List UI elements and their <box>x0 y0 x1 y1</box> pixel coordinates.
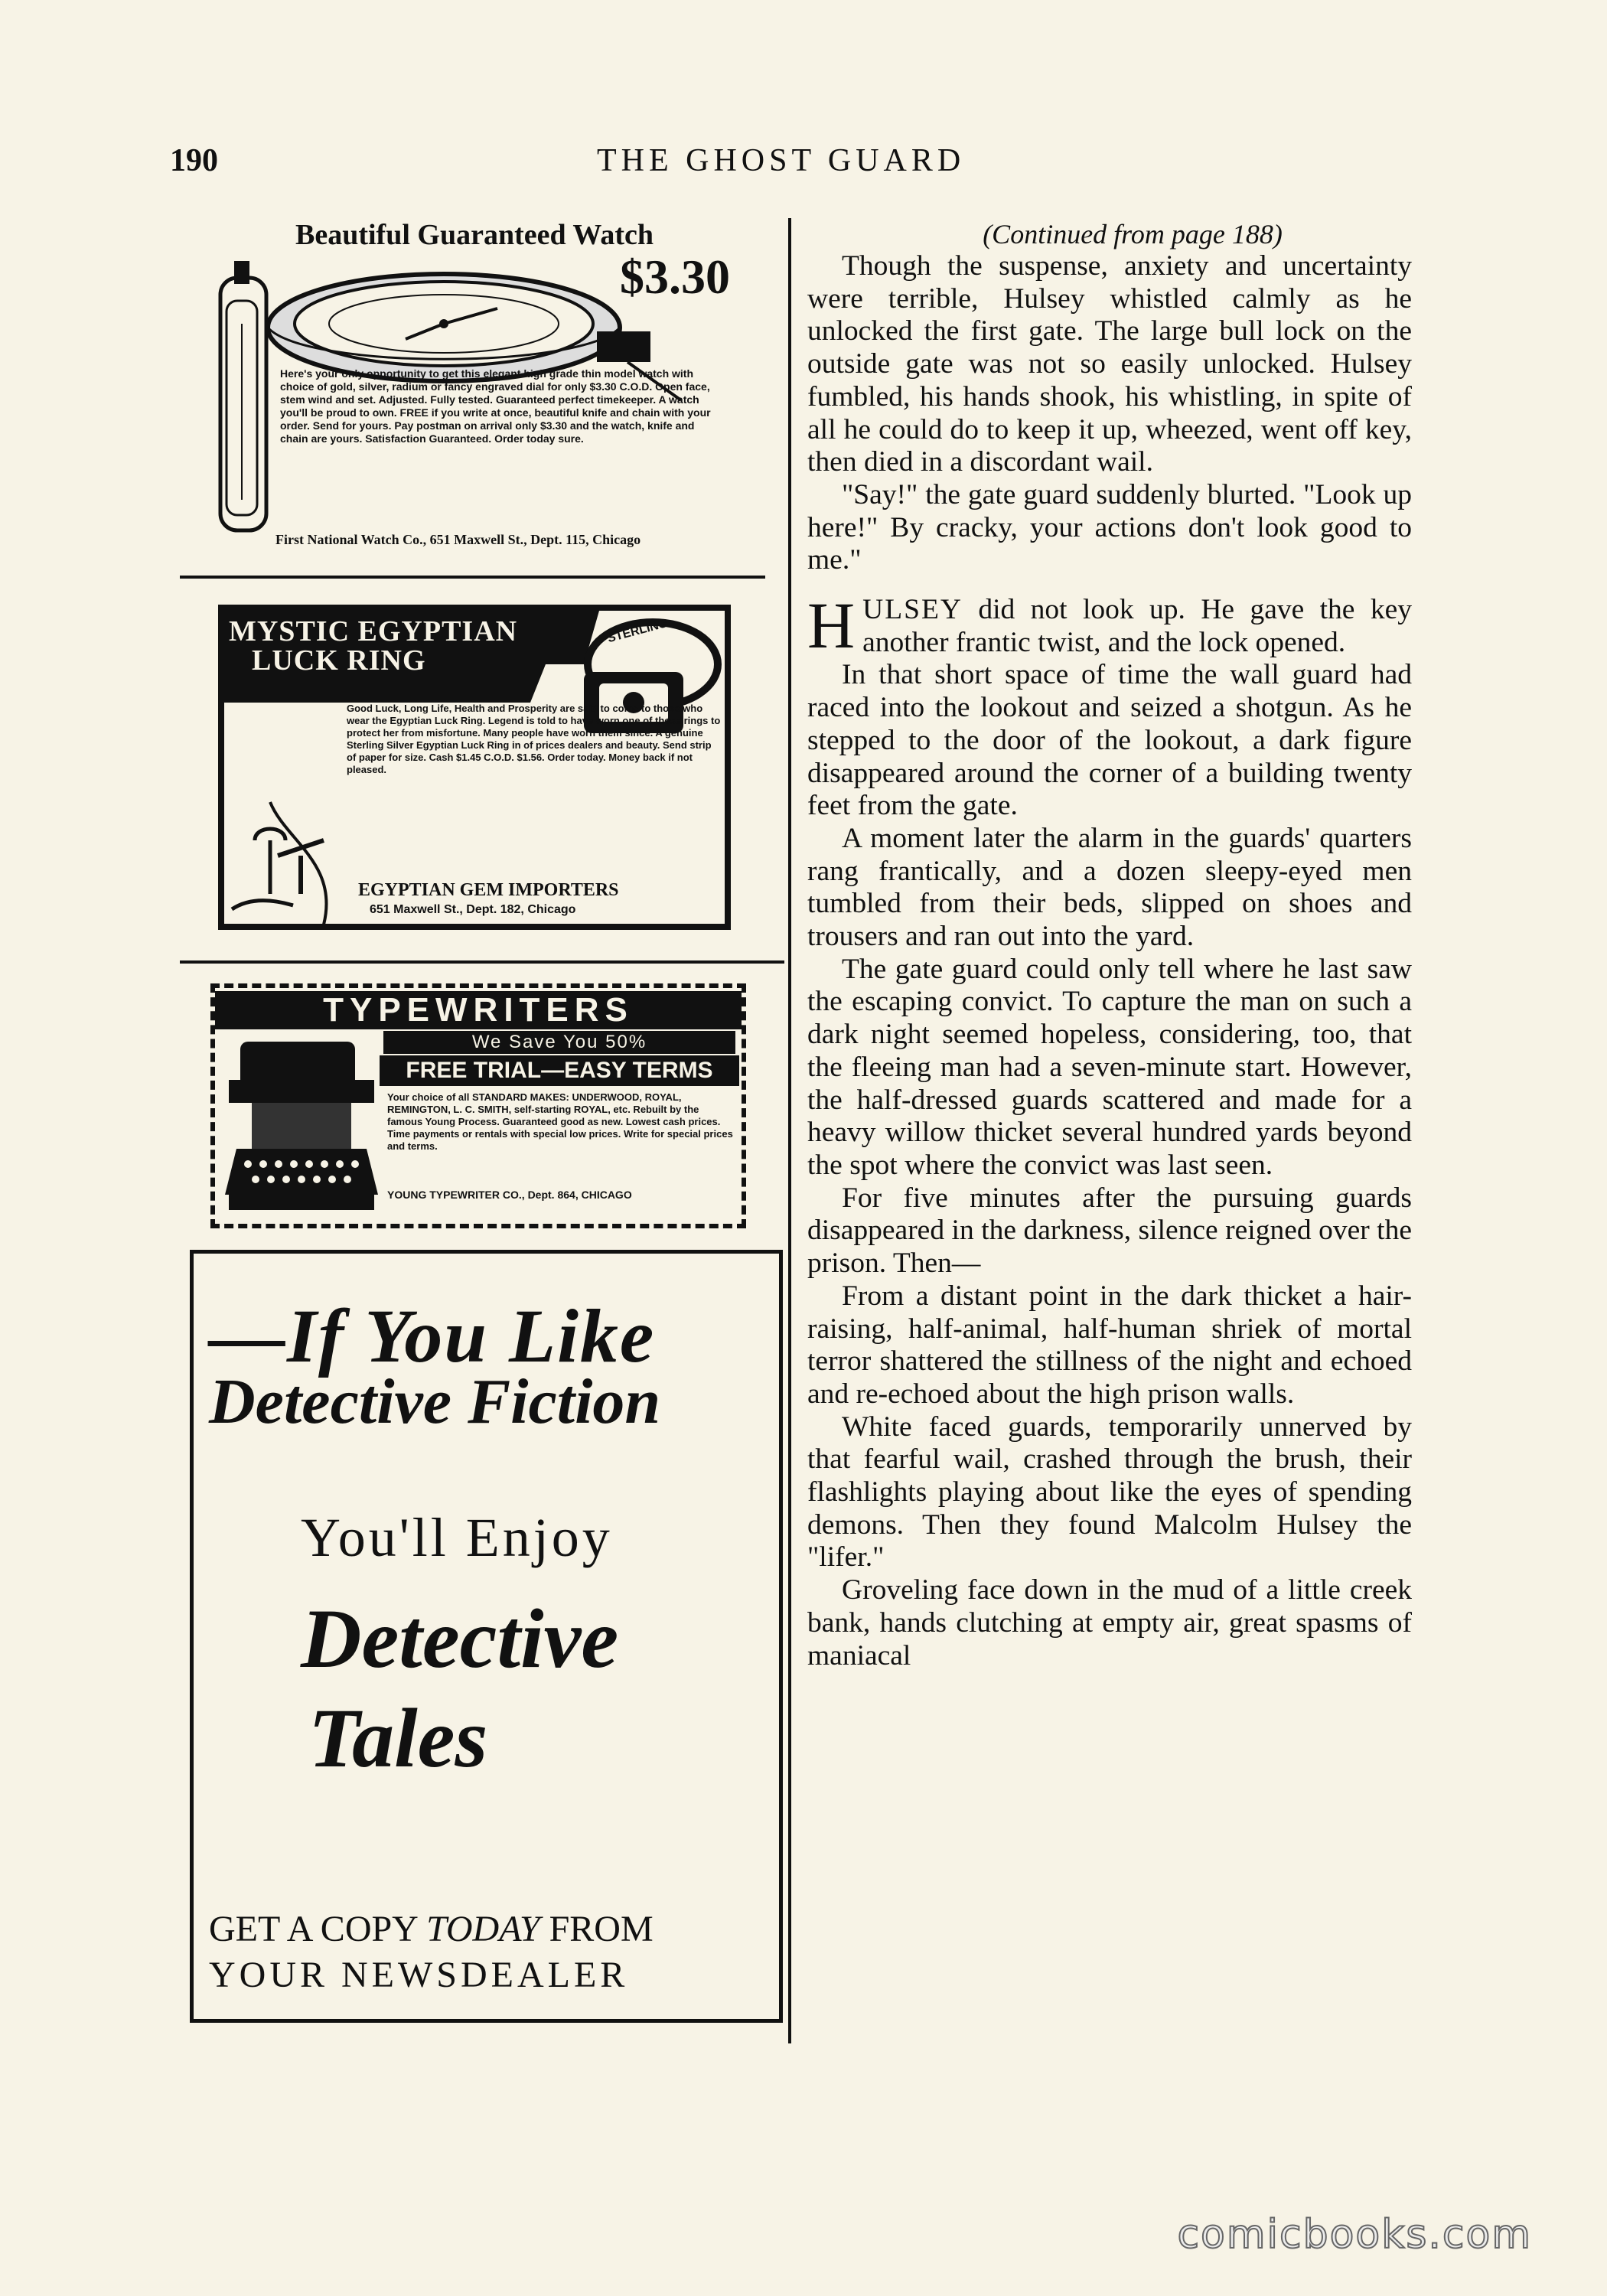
ad-divider-2 <box>180 960 784 964</box>
detective-ad-footer-1c: FROM <box>539 1909 654 1949</box>
story-paragraph: A moment later the alarm in the guards' quarters rang frantically, and a dozen sleepy-eyed men tumbled from their beds, slipped on shoes and trousers and ran out into the yard. <box>807 822 1412 953</box>
column-divider <box>788 218 791 2043</box>
detective-ad-line-1: —If You Like <box>209 1293 656 1378</box>
story-paragraph: "Say!" the gate guard suddenly blurted. "Look up here!" By cracky, your actions don't look good to me." <box>807 478 1412 576</box>
story-paragraph: The gate guard could only tell where he last saw the escaping convict. To capture the man on such a dark night seemed hopeless, considering, too, that the fleeing man had a seven-minute start. However, the half-dressed guards scattered and made for a heavy willow thicket several hundred yards beyond the spot where the convict was last seen. <box>807 953 1412 1181</box>
page-number: 190 <box>170 143 218 178</box>
ring-ad-footer-company: EGYPTIAN GEM IMPORTERS <box>358 880 619 900</box>
story-paragraph: For five minutes after the pursuing guards disappeared in the darkness, silence reigned over the prison. Then— <box>807 1182 1412 1280</box>
detective-ad-title-1: Detective <box>301 1592 619 1685</box>
watch-ad-headline: Beautiful Guaranteed Watch <box>295 219 654 251</box>
watch-ad-price: $3.30 <box>620 249 730 304</box>
running-head: THE GHOST GUARD <box>597 143 966 178</box>
ring-ad-body: Good Luck, Long Life, Health and Prosperity are said to come to those who wear the Egyptian Luck Ring. Legend is told to have worn one of these rings to protect her from misfortune. Many people have worn them since. A genuine Sterling Silver Egyptian Luck Ring in of prices dealers and beauty. Send strip of paper for size. Cash $1.45 C.O.D. $1.56. Order today. Money back if not pleased. <box>347 703 721 775</box>
luck-ring-ad <box>218 605 731 930</box>
detective-ad-footer-1b: TODAY <box>426 1909 540 1949</box>
dropcap-paragraph-text: did not look up. He gave the key another frantic twist, and the lock opened. <box>862 594 1412 658</box>
watch-ad-footer: First National Watch Co., 651 Maxwell St., Dept. 115, Chicago <box>275 532 641 547</box>
typewriter-ad <box>210 983 746 1228</box>
typewriter-ad-offer: FREE TRIAL—EASY TERMS <box>380 1055 739 1086</box>
ring-ad-headline <box>229 617 517 675</box>
story-paragraph: Groveling face down in the mud of a little creek bank, hands clutching at empty air, great spasms of maniacal <box>807 1574 1412 1671</box>
detective-ad-title-2: Tales <box>308 1691 488 1785</box>
drop-cap-continuation: ULSEY <box>862 594 963 626</box>
typewriter-ad-subhead: We Save You 50% <box>383 1031 735 1054</box>
ring-ad-headline-2: LUCK RING <box>252 644 426 677</box>
watch-ad-body: Here's your only opportunity to get this elegant high grade thin model watch with choice of gold, silver, radium or fancy engraved dial for only $3.30 C.O.D. Open face, stem wind and set. Adjusted. Fully tested. Guaranteed perfect timekeeper. A watch you'll be proud to own. FREE if you write at once, beautiful knife and chain with your order. Send for yours. Pay postman on arrival only $3.30 and the watch, knife and chain are yours. Satisfaction Guaranteed. Order today sure. <box>280 367 711 445</box>
ring-ad-headline-1: MYSTIC EGYPTIAN <box>229 615 518 647</box>
continued-note: (Continued from page 188) <box>983 219 1283 249</box>
detective-ad-line-3: You'll Enjoy <box>301 1507 613 1568</box>
story-paragraph: Though the suspense, anxiety and uncertainty were terrible, Hulsey whistled calmly as he unlocked the first gate. The large bull lock on the outside gate was not so easily unlocked. Hulsey fumbled, his hands shook, his whistling, in spite of all he could do to keep it up, wheezed, went off key, then died in a discordant wail. <box>807 250 1412 478</box>
ad-divider-1 <box>180 576 765 579</box>
ring-band-text: STERLING <box>606 616 670 646</box>
typewriter-ad-body: Your choice of all STANDARD MAKES: UNDERWOOD, ROYAL, REMINGTON, L. C. SMITH, self-starting ROYAL, etc. Rebuilt by the famous Young Process. Guaranteed good as new. Lowest cash prices. Time payments or rentals with special low prices. Write for special prices and terms. <box>387 1091 733 1152</box>
detective-ad-footer-2: YOUR NEWSDEALER <box>209 1955 629 1995</box>
ring-ad-footer-address: 651 Maxwell St., Dept. 182, Chicago <box>370 903 576 916</box>
detective-ad-footer-1 <box>209 1908 654 1950</box>
detective-ad-footer-1a: GET A COPY <box>209 1909 427 1949</box>
typewriter-ad-footer: YOUNG TYPEWRITER CO., Dept. 864, CHICAGO <box>387 1189 632 1201</box>
story-paragraph: From a distant point in the dark thicket a hair-raising, half-animal, half-human shriek of mortal terror shattered the stillness of the night and echoed and re-echoed about the high prison walls. <box>807 1280 1412 1410</box>
watermark: comicbooks.com <box>1177 2212 1532 2258</box>
typewriter-illustration <box>221 1034 382 1218</box>
story-paragraph-dropcap <box>807 589 1412 663</box>
detective-tales-ad <box>190 1250 783 2023</box>
drop-cap: H <box>807 589 856 663</box>
watch-ad <box>214 218 735 566</box>
typewriter-ad-headline: TYPEWRITERS <box>215 991 742 1029</box>
story-paragraph: White faced guards, temporarily unnerved by that fearful wail, crashed through the brush, their flashlights playing about like the eyes of spending demons. Then they found Malcolm Hulsey the "lifer." <box>807 1411 1412 1574</box>
detective-ad-line-2: Detective Fiction <box>209 1366 661 1437</box>
story-paragraph: In that short space of time the wall guard had raced into the lookout and seized a shotgun. As he stepped to the door of the lookout, a dark figure disappeared around the corner of a building twenty feet from the gate. <box>807 659 1412 822</box>
story-column <box>807 218 1412 1672</box>
